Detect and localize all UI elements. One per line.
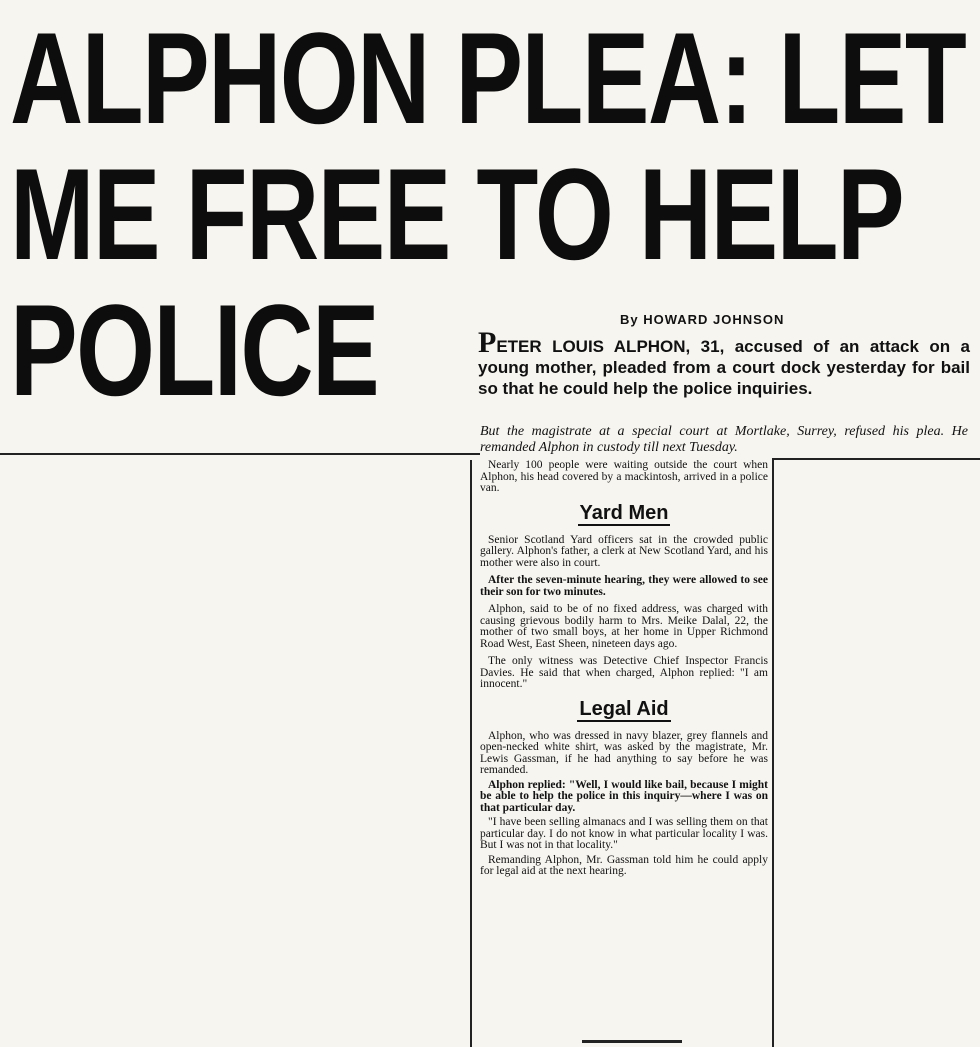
paragraph-almanacs: "I have been selling almanacs and I was selling them on that particular day. I do not know in what particular locality I was. But I was not in that locality."	[480, 816, 768, 851]
subhead-yard-men-text: Yard Men	[579, 501, 669, 524]
article-column	[480, 460, 768, 881]
paragraph-gallery: Senior Scotland Yard officers sat in the crowded public gallery. Alphon's father, a clerk at New Scotland Yard, and his mother were also in court.	[480, 533, 768, 569]
column-rule-right	[772, 458, 774, 1047]
subhead-legal-aid-text: Legal Aid	[579, 697, 669, 720]
lede-second-paragraph: But the magistrate at a special court at Mortlake, Surrey, refused his plea. He remanded Alphon in custody till next Tuesday.	[480, 424, 968, 455]
drop-cap: P	[478, 326, 497, 359]
bottom-rule	[582, 1040, 682, 1043]
lede-text: ETER LOUIS ALPHON, 31, accused of an attack on a young mother, pleaded from a court dock yesterday for bail so that he could help the police inquiries.	[478, 337, 970, 398]
byline: By HOWARD JOHNSON	[620, 312, 785, 327]
headline-line-3: POLICE	[10, 277, 379, 423]
horizontal-rule-left	[0, 453, 480, 455]
paragraph-reply: Alphon replied: "Well, I would like bail, because I might be able to help the police in this inquiry—where I was on that particular day.	[480, 778, 768, 814]
horizontal-rule-right	[772, 458, 980, 460]
subhead-legal-aid	[480, 697, 768, 721]
paragraph-charge: Alphon, said to be of no fixed address, was charged with causing grievous bodily harm to Mrs. Meike Dalal, 22, the mother of two small boys, at her home in Upper Richmond Road West, East Sheen, nineteen days ago.	[480, 603, 768, 650]
column-rule-left	[470, 460, 472, 1047]
paragraph-dress: Alphon, who was dressed in navy blazer, grey flannels and open-necked white shirt, was asked by the magistrate, Mr. Lewis Gassman, if he had anything to say before he was remanded.	[480, 729, 768, 776]
lede-paragraph	[478, 326, 970, 399]
headline-line-1: ALPHON PLEA: LET	[10, 5, 966, 151]
paragraph-remand: Remanding Alphon, Mr. Gassman told him he could apply for legal aid at the next hearing.	[480, 853, 768, 877]
subhead-yard-men	[480, 501, 768, 525]
paragraph-witness: The only witness was Detective Chief Inspector Francis Davies. He said that when charged, Alphon replied: "I am innocent."	[480, 655, 768, 690]
paragraph-hearing: After the seven-minute hearing, they were allowed to see their son for two minutes.	[480, 574, 768, 598]
paragraph-arrival: Nearly 100 people were waiting outside the court when Alphon, his head covered by a mackintosh, arrived in a police van.	[480, 459, 768, 494]
headline-line-2: ME FREE TO HELP	[10, 141, 904, 287]
